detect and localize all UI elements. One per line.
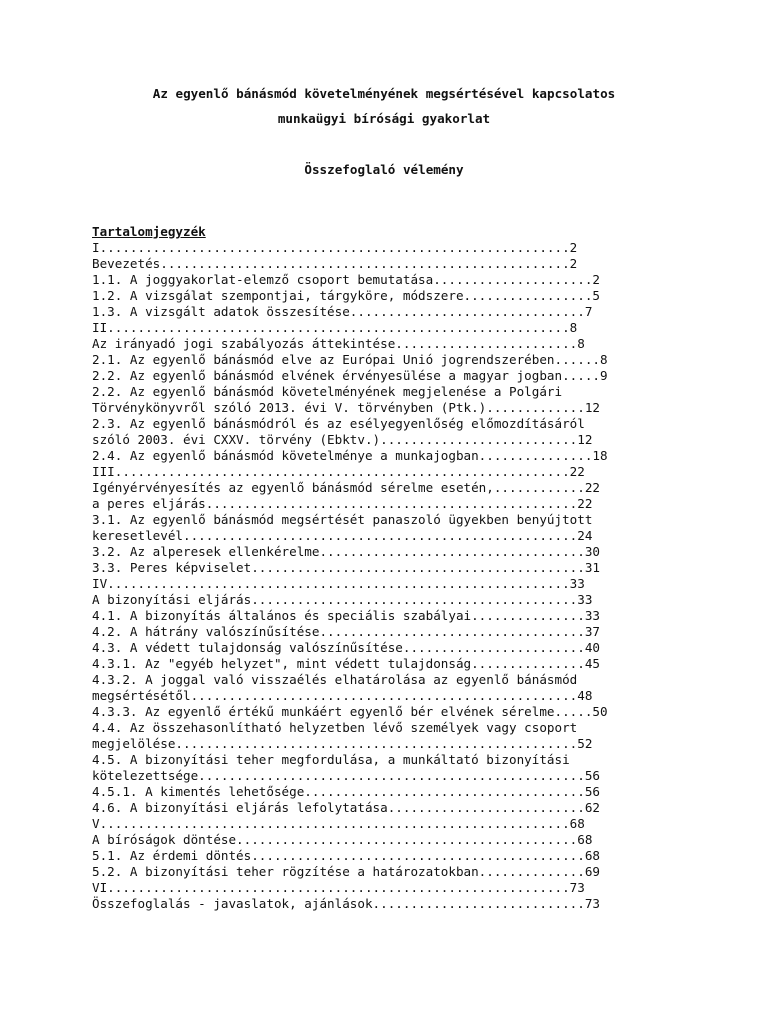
toc-entry: 4.1. A bizonyítás általános és speciális szabályai...............33: [92, 608, 600, 623]
document-title-line-1: Az egyenlő bánásmód követelményének megsértésével kapcsolatos: [152, 86, 616, 101]
document-title-line-2: munkaügyi bírósági gyakorlat: [277, 111, 491, 126]
toc-entry: 4.2. A hátrány valószínűsítése...................................37: [92, 624, 600, 639]
toc-heading: Tartalomjegyzék: [92, 224, 206, 239]
toc-entry: a peres eljárás.................................................22: [92, 496, 593, 511]
toc-entry: megjelölése.....................................................52: [92, 736, 593, 751]
toc-entry: Igényérvényesítés az egyenlő bánásmód sérelme esetén,............22: [92, 480, 600, 495]
toc-entry: Összefoglalás - javaslatok, ajánlások............................73: [92, 896, 600, 911]
toc-entry: Törvénykönyvről szóló 2013. évi V. törvényben (Ptk.).............12: [92, 400, 600, 415]
toc-entry: keresetlevél....................................................24: [92, 528, 593, 543]
toc-entry: 4.3.1. Az "egyéb helyzet", mint védett tulajdonság...............45: [92, 656, 600, 671]
toc-entry: 1.3. A vizsgált adatok összesítése...............................7: [92, 304, 593, 319]
toc-entry: szóló 2003. évi CXXV. törvény (Ebktv.)..........................12: [92, 432, 593, 447]
toc-entry: 2.3. Az egyenlő bánásmódról és az esélyegyenlőség előmozdításáról: [92, 416, 585, 431]
toc-entry: I..............................................................2: [92, 240, 578, 255]
toc-entry: A bizonyítási eljárás...........................................33: [92, 592, 593, 607]
toc-entry: 4.4. Az összehasonlítható helyzetben lévő személyek vagy csoport: [92, 720, 578, 735]
toc-entry: A bíróságok döntése.............................................68: [92, 832, 593, 847]
toc-entry: 5.1. Az érdemi döntés............................................68: [92, 848, 600, 863]
toc-list: [92, 240, 682, 912]
toc-entry: 2.4. Az egyenlő bánásmód követelménye a munkajogban...............18: [92, 448, 608, 463]
toc-entry: V..............................................................68: [92, 816, 585, 831]
toc-entry: megsértésétől...................................................48: [92, 688, 593, 703]
toc-entry: 3.2. Az alperesek ellenkérelme...................................30: [92, 544, 600, 559]
toc-entry: 2.2. Az egyenlő bánásmód elvének érvényesülése a magyar jogban.....9: [92, 368, 608, 383]
toc-entry: 4.6. A bizonyítási eljárás lefolytatása..........................62: [92, 800, 600, 815]
toc-entry: III............................................................22: [92, 464, 585, 479]
toc-entry: 5.2. A bizonyítási teher rögzítése a határozatokban..............69: [92, 864, 600, 879]
toc-entry: 4.3.2. A joggal való visszaélés elhatárolása az egyenlő bánásmód: [92, 672, 578, 687]
toc-entry: 2.2. Az egyenlő bánásmód követelményének megjelenése a Polgári: [92, 384, 563, 399]
toc-entry: 4.3.3. Az egyenlő értékű munkáért egyenlő bér elvének sérelme.....50: [92, 704, 608, 719]
toc-entry: IV.............................................................33: [92, 576, 585, 591]
document-subtitle: Összefoglaló vélemény: [304, 162, 464, 177]
toc-entry: 3.1. Az egyenlő bánásmód megsértését panaszoló ügyekben benyújtott: [92, 512, 593, 527]
toc-entry: 3.3. Peres képviselet............................................31: [92, 560, 600, 575]
toc-entry: 4.5. A bizonyítási teher megfordulása, a munkáltató bizonyítási: [92, 752, 570, 767]
toc-entry: kötelezettsége...................................................56: [92, 768, 600, 783]
toc-entry: Bevezetés......................................................2: [92, 256, 578, 271]
toc-entry: 1.2. A vizsgálat szempontjai, tárgyköre, módszere.................5: [92, 288, 600, 303]
toc-entry: VI.............................................................73: [92, 880, 585, 895]
toc-entry: 1.1. A joggyakorlat-elemző csoport bemutatása.....................2: [92, 272, 600, 287]
toc-entry: Az irányadó jogi szabályozás áttekintése........................8: [92, 336, 585, 351]
toc-entry: 2.1. Az egyenlő bánásmód elve az Európai Unió jogrendszerében......8: [92, 352, 608, 367]
toc-entry: 4.3. A védett tulajdonság valószínűsítése........................40: [92, 640, 600, 655]
toc-entry: 4.5.1. A kimentés lehetősége.....................................56: [92, 784, 600, 799]
table-of-contents: [92, 224, 682, 912]
toc-entry: II.............................................................8: [92, 320, 578, 335]
